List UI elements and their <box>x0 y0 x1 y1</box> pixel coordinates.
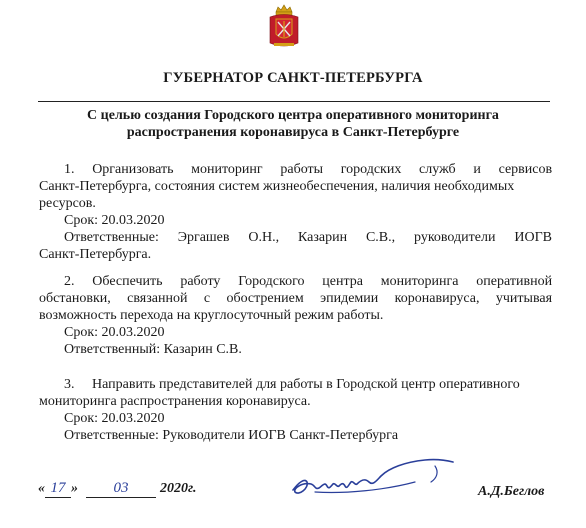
item-1-line-1: 1. Организовать мониторинг работы городских служб и сервисов <box>64 162 553 177</box>
item-1-deadline: Срок: 20.03.2020 <box>64 213 165 228</box>
item-1-responsible-line-1: Ответственные: Эргашев О.Н., Казарин С.В., руководители ИОГВ <box>64 230 552 245</box>
coat-of-arms-icon <box>264 3 304 51</box>
item-1-line-3: ресурсов. <box>39 196 96 211</box>
date-open-quote: « <box>38 481 45 496</box>
item-3-line-1: 3. Направить представителей для работы в Городской центр оперативного <box>64 377 520 392</box>
date-month: 03 <box>86 480 156 498</box>
item-2-line-1: 2. Обеспечить работу Городского центра мониторинга оперативной <box>64 274 553 289</box>
document-subject <box>60 107 526 141</box>
item-1-responsible-line-2: Санкт-Петербурга. <box>39 247 152 262</box>
handwritten-signature-icon <box>285 452 465 502</box>
date-close-quote: » <box>71 481 78 496</box>
item-3-line-2: мониторинга распространения коронавируса. <box>39 394 311 409</box>
item-1-line-2: Санкт-Петербурга, состояния систем жизнеобеспечения, наличия необходимых <box>39 179 515 194</box>
title-divider <box>38 101 550 102</box>
item-2-line-2: обстановки, связанной с обострением эпидемии коронавируса, учитывая <box>39 291 553 306</box>
item-3-deadline: Срок: 20.03.2020 <box>64 411 165 426</box>
item-3-responsible: Ответственные: Руководители ИОГВ Санкт-Петербурга <box>64 428 399 443</box>
subject-line-2: распространения коронавируса в Санкт-Петербурге <box>126 125 460 140</box>
document-title: ГУБЕРНАТОР САНКТ-ПЕТЕРБУРГА <box>163 70 423 86</box>
item-2-deadline: Срок: 20.03.2020 <box>64 325 165 340</box>
item-2-responsible: Ответственный: Казарин С.В. <box>64 342 242 357</box>
date-day: 17 <box>45 480 71 498</box>
subject-line-1: С целью создания Городского центра оперативного мониторинга <box>87 108 499 123</box>
document-date <box>38 480 196 498</box>
date-year: 2020г. <box>160 481 197 496</box>
signer-name: А.Д.Беглов <box>478 484 545 499</box>
item-2-line-3: возможность перехода на круглосуточный режим работы. <box>39 308 384 323</box>
